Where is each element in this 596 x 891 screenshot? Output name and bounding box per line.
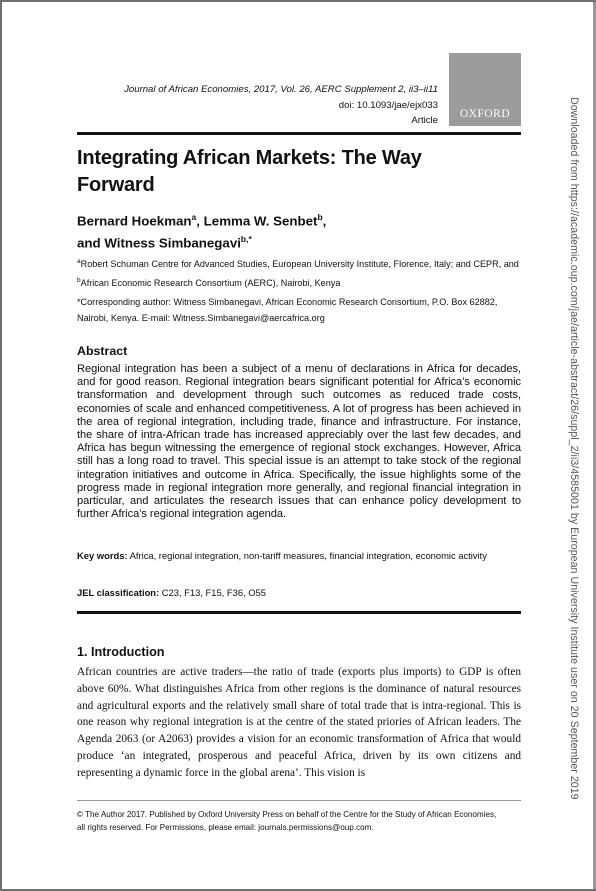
author-list [77, 208, 477, 253]
corresponding-author: *Corresponding author: Witness Simbanegavi, African Economic Research Consortium, P.O. Box 62882, Nairobi, Kenya. E-mail: Witness.Simbanegavi@aercafrica.org [77, 297, 498, 323]
keywords [77, 549, 521, 563]
author-name: Lemma W. Senbet [203, 213, 318, 229]
introduction-text: African countries are active traders—the ratio of trade (exports plus imports) to GDP is often above 60%. What distinguishes Africa from other regions is the dominance of natural resources and agricultural exports and the relatively small share of total trade that is intra-regional. This is one reason why regional integration is at the centre of the stated priories of African leaders. The Agenda 2063 (or A2063) provides a vision for an economic transformation of Africa that would produce ‘an integrated, prosperous and peaceful Africa, driven by its own citizens and representing a dynamic force in the global arena’. This vision is [77, 666, 521, 779]
jel-text: C23, F13, F15, F36, O55 [159, 587, 266, 598]
jel-label: JEL classification: [77, 587, 160, 598]
journal-header [72, 82, 438, 129]
author-affil-mark: b,* [240, 234, 252, 245]
section-rule [77, 611, 521, 614]
journal-citation: Journal of African Economies, 2017, Vol. 26, AERC Supplement 2, ii3–ii11 [124, 84, 438, 95]
author-affil-mark: b [317, 212, 323, 222]
abstract-heading: Abstract [77, 344, 128, 358]
oxford-logo-text: OXFORD [459, 108, 511, 120]
abstract-text: Regional integration has been a subject of a menu of declarations in Africa for decades, and for good reason. Regional integration bears significant potential for Africa’s economic transformation and development through such outcomes as reduced trade costs, economies of scale and enhanced competitiveness. A lot of progress has been achieved in the area of regional integration, including trade, finance and infrastructure. For instance, the share of intra-African trade has increased appreciably over the last few decades, and Africa has begun witnessing the emergence of regional stock exchanges. However, Africa still has a long road to travel. This special issue is an attempt to take stock of the regional integration initiatives and outcome in Africa. Specifically, the issue highlights some of the progress made in regional integration more generally, and regional financial integration in particular, and articulates the research issues that can enhance policy development to further Africa’s regional integration agenda. [77, 363, 521, 521]
author-separator: , [322, 213, 327, 229]
download-watermark: Downloaded from https://academic.oup.com/jae/article-abstract/26/suppl_2/ii3/4585001 by European University Institute user on 20 September 2019 [568, 97, 580, 800]
keywords-label: Key words: [77, 550, 128, 561]
footer-rule [77, 800, 521, 801]
affiliations [77, 254, 521, 291]
affil-text-a: Robert Schuman Centre for Advanced Studies, European University Institute, Florence, Italy; and CEPR, and [80, 259, 519, 270]
author-affil-mark: a [191, 212, 197, 222]
author-name: Bernard Hoekman [77, 213, 192, 229]
article-type: Article [411, 115, 438, 126]
copyright-line-2: all rights reserved. For Permissions, please email: journals.permissions@oup.com. [77, 823, 374, 832]
affil-mark-a: a [77, 258, 81, 265]
article-title [77, 145, 497, 199]
affil-text-b: African Economic Research Consortium (AERC), Nairobi, Kenya [80, 277, 341, 288]
copyright-line-1: © The Author 2017. Published by Oxford University Press on behalf of the Centre for the Study of African Economies, [77, 810, 497, 819]
title-line-1: Integrating African Markets: The Way [77, 147, 422, 169]
author-name: and Witness Simbanegavi [77, 235, 241, 251]
section-heading-introduction: 1. Introduction [77, 645, 165, 659]
doi[interactable]: doi: 10.1093/jae/ejx033 [338, 99, 438, 111]
affil-mark-b: b [77, 276, 81, 284]
keywords-text: Africa, regional integration, non-tariff measures, financial integration, economic activity [127, 550, 487, 561]
title-line-2: Forward [77, 174, 155, 196]
copyright-footer [77, 808, 521, 834]
oxford-logo [449, 53, 521, 126]
header-rule [77, 132, 521, 135]
jel-classification [77, 586, 521, 600]
author-separator: , [196, 213, 204, 229]
